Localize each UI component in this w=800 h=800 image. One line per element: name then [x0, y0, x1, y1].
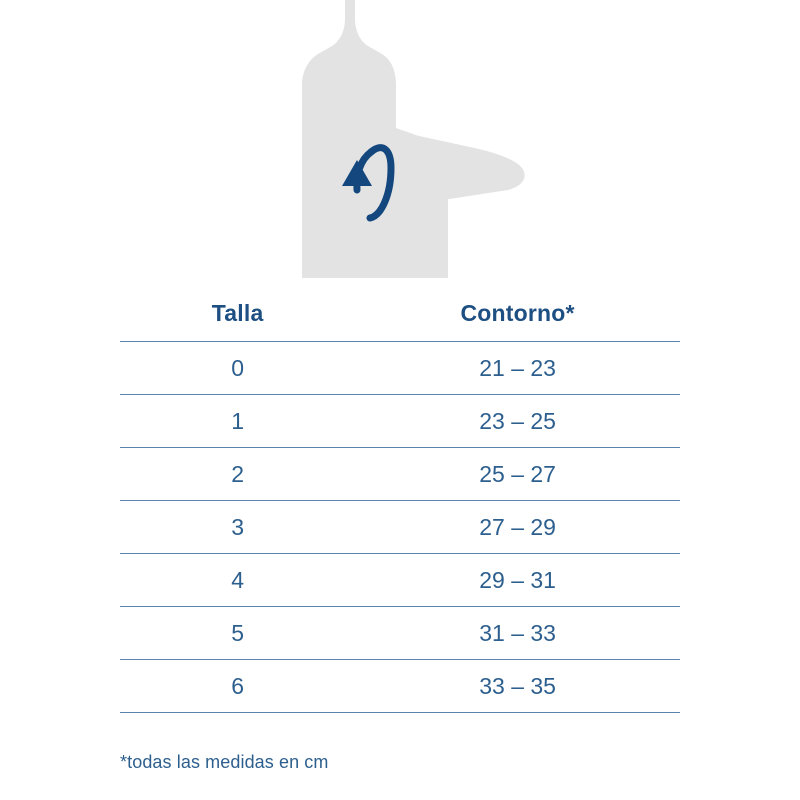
size-table	[120, 292, 680, 713]
cell-size: 5	[120, 607, 355, 660]
cell-circumference: 27 – 29	[355, 501, 680, 554]
column-header-circumference: Contorno*	[460, 300, 575, 326]
table-row	[120, 660, 680, 713]
table-row	[120, 607, 680, 660]
cell-size: 4	[120, 554, 355, 607]
cell-size: 2	[120, 448, 355, 501]
cell-circumference: 23 – 25	[355, 395, 680, 448]
table-row	[120, 395, 680, 448]
measurement-unit-footnote: *todas las medidas en cm	[120, 752, 329, 772]
table-row	[120, 448, 680, 501]
body-silhouette	[302, 0, 525, 278]
cell-circumference: 31 – 33	[355, 607, 680, 660]
cell-size: 3	[120, 501, 355, 554]
cell-size: 6	[120, 660, 355, 713]
cell-circumference: 25 – 27	[355, 448, 680, 501]
table-body	[120, 342, 680, 713]
table-header	[120, 292, 680, 342]
table-row	[120, 501, 680, 554]
measurement-illustration	[0, 0, 800, 290]
cell-circumference: 21 – 23	[355, 342, 680, 395]
cell-circumference: 29 – 31	[355, 554, 680, 607]
column-header-size: Talla	[211, 300, 264, 326]
cell-size: 1	[120, 395, 355, 448]
table-row	[120, 342, 680, 395]
cell-circumference: 33 – 35	[355, 660, 680, 713]
table-row	[120, 554, 680, 607]
table-header-row	[120, 292, 680, 342]
size-table-container	[120, 292, 680, 713]
cell-size: 0	[120, 342, 355, 395]
